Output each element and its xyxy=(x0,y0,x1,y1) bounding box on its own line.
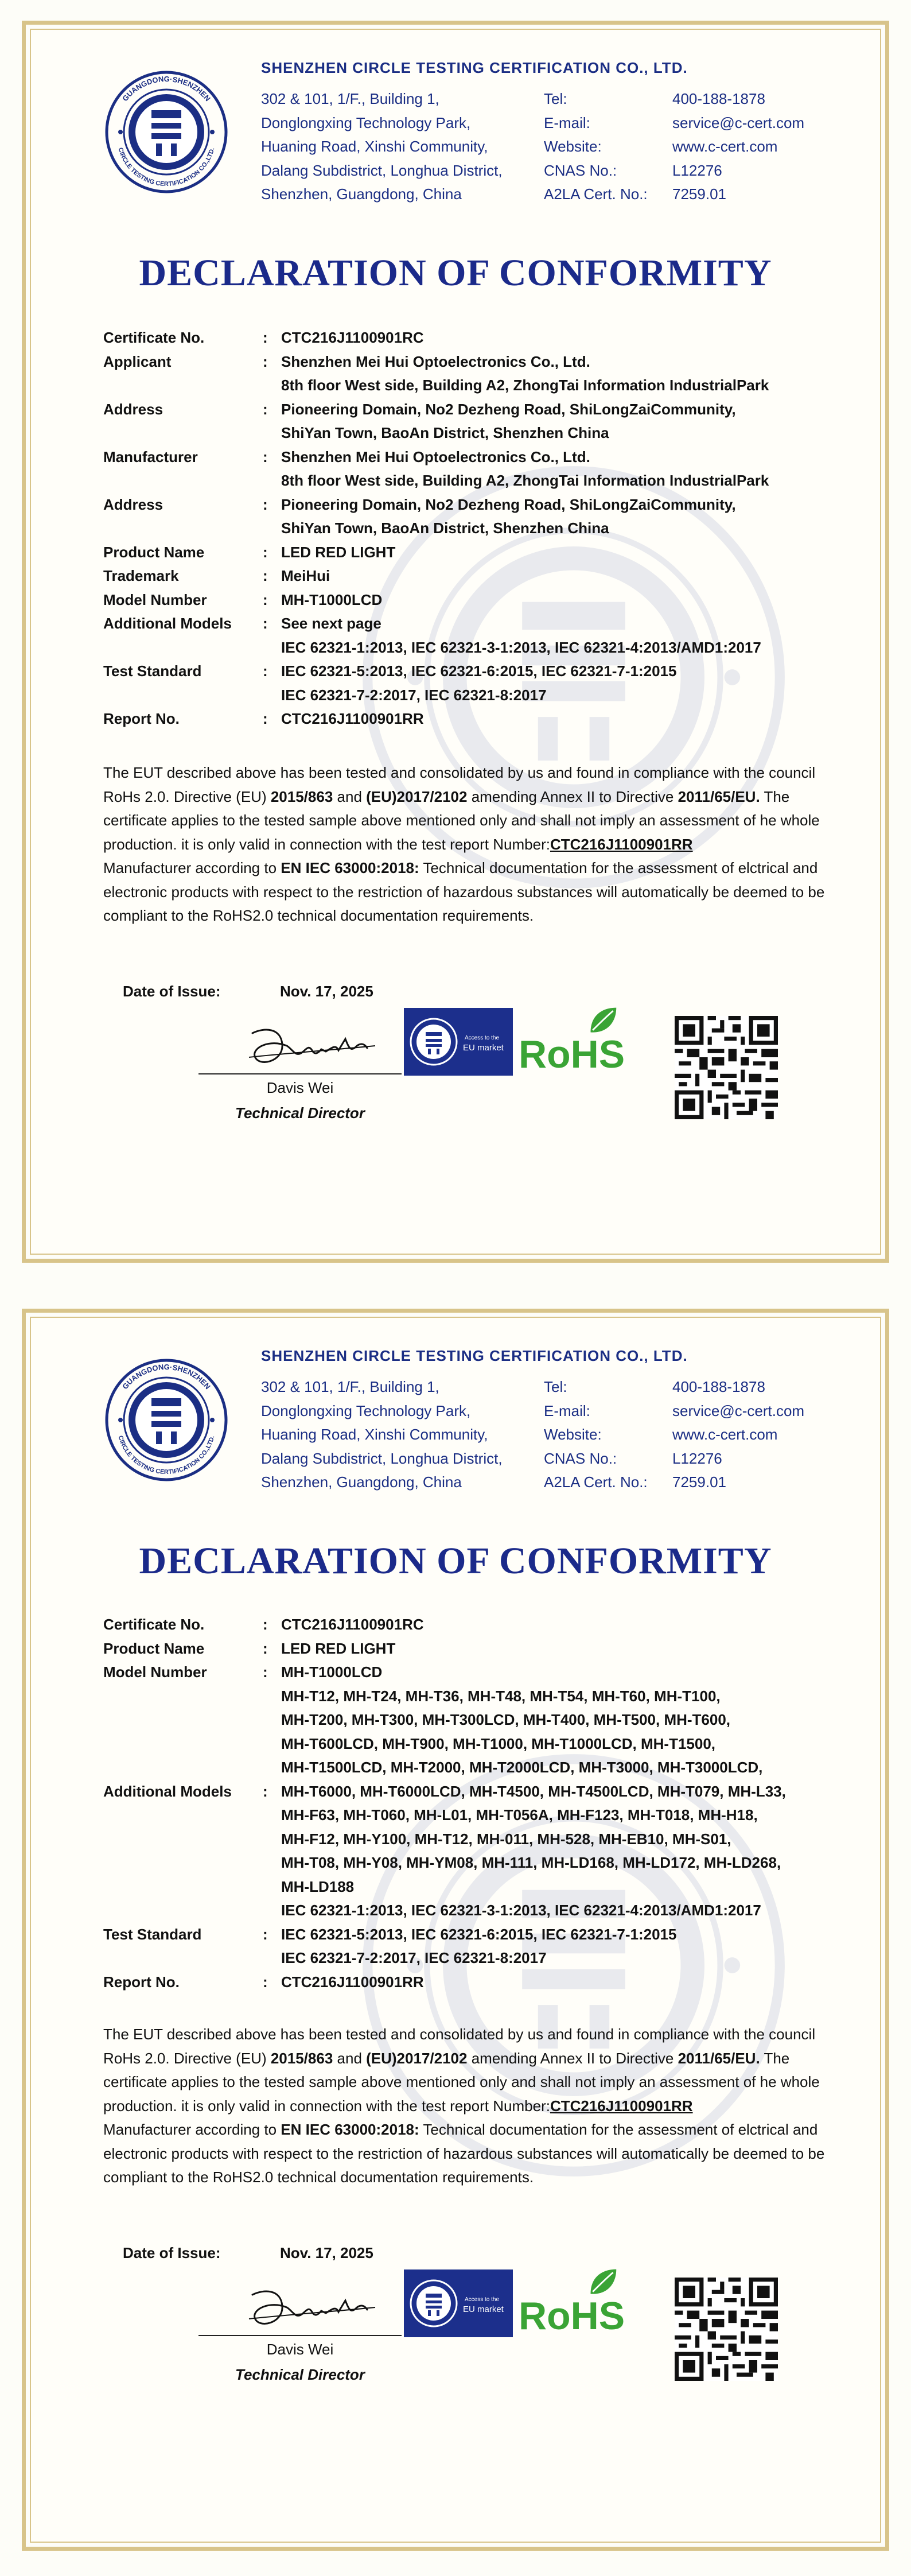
svg-text:Access to the: Access to the xyxy=(465,2296,500,2303)
compliance-statement: The EUT described above has been tested and consolidated by us and found in compliance with the council RoHs 2.0. Directive (EU) 2015/863 and (EU)2017/2102 amending Annex II to Directive 2011/65/EU. The certificate applies to the tested sample above mentioned only and shall not imply an assessment of he whole production. it is only valid in connection with the test report Number:CTC216J1100901RR Manufacturer according to EN IEC 63000:2018: Technical documentation for the assessment of elctrical and electronic products with respect to the restriction of hazardous substances will automatically be deemed to be compliant to the RoHS2.0 technical documentation requirements. xyxy=(103,2026,825,2186)
issue-date: Nov. 17, 2025 xyxy=(280,983,373,1000)
company-seal-logo xyxy=(103,1357,229,1483)
company-seal-logo xyxy=(103,69,229,195)
svg-text:Access to the: Access to the xyxy=(465,1035,500,1041)
field-report-no: Report No. : CTC216J1100901RR xyxy=(103,710,424,727)
website-link[interactable]: www.c-cert.com xyxy=(672,1426,778,1443)
field-certificate-no: Certificate No. : CTC216J1100901RC xyxy=(103,329,424,346)
signature-line xyxy=(198,2335,402,2336)
report-number-link: CTC216J1100901RR xyxy=(550,2097,693,2115)
field-test-standard: Test Standard : IEC 62321-1:2013, IEC 62321-3-1:2013, IEC 62321-4:2013/AMD1:2017 IEC 62321-5:2013, IEC 62321-6:2015, IEC 62321-7-1:2015 IEC 62321-7-2:2017, IEC 62321-8:2017 xyxy=(103,1902,761,1966)
field-applicant: Applicant : Shenzhen Mei Hui Optoelectronics Co., Ltd. 8th floor West side, Building A2, ZhongTai Information IndustrialPark xyxy=(103,352,769,394)
email-link[interactable]: service@c-cert.com xyxy=(672,114,805,131)
signature-line xyxy=(198,1073,402,1074)
field-model-number: Model Number : MH-T1000LCD xyxy=(103,1663,383,1681)
field-additional-models: Additional Models : See next page xyxy=(103,615,381,632)
svg-text:GUANGDONG·SHENZHEN: GUANGDONG·SHENZHEN xyxy=(120,1362,212,1391)
signatory-name: Davis Wei xyxy=(266,2341,334,2358)
field-product-name: Product Name : LED RED LIGHT xyxy=(103,543,396,561)
certificate-page-2 xyxy=(0,1288,911,2576)
svg-text:RoHS: RoHS xyxy=(519,2294,625,2335)
signatory-role: Technical Director xyxy=(235,1104,365,1122)
verification-qr-code[interactable] xyxy=(675,1016,778,1119)
issue-date: Nov. 17, 2025 xyxy=(280,2244,373,2261)
company-address: 302 & 101, 1/F., Building 1, Donglongxing Technology Park, Huaning Road, Xinshi Community, Dalang Subdistrict, Longhua District, Shenzhen, Guangdong, China xyxy=(261,1378,503,1491)
field-trademark: Trademark : MeiHui xyxy=(103,567,330,584)
eu-market-icon xyxy=(404,2269,513,2337)
company-name: SHENZHEN CIRCLE TESTING CERTIFICATION CO., LTD. xyxy=(261,59,688,76)
signature-image xyxy=(247,2283,379,2335)
field-report-no: Report No. : CTC216J1100901RR xyxy=(103,1973,424,1991)
website-link[interactable]: www.c-cert.com xyxy=(672,138,778,155)
eu-market-badge xyxy=(404,1008,513,1076)
email-link[interactable]: service@c-cert.com xyxy=(672,1402,805,1419)
field-manufacturer: Manufacturer : Shenzhen Mei Hui Optoelectronics Co., Ltd. 8th floor West side, Building A2, ZhongTai Information IndustrialPark xyxy=(103,448,769,489)
svg-text:RoHS: RoHS xyxy=(519,1033,625,1073)
svg-text:GUANGDONG·SHENZHEN: GUANGDONG·SHENZHEN xyxy=(120,74,212,103)
issue-date-label: Date of Issue: xyxy=(123,2244,221,2261)
compliance-statement: The EUT described above has been tested and consolidated by us and found in compliance with the council RoHs 2.0. Directive (EU) 2015/863 and (EU)2017/2102 amending Annex II to Directive 2011/65/EU. The certificate applies to the tested sample above mentioned only and shall not imply an assessment of he whole production. it is only valid in connection with the test report Number:CTC216J1100901RR Manufacturer according to EN IEC 63000:2018: Technical documentation for the assessment of elctrical and electronic products with respect to the restriction of hazardous substances will automatically be deemed to be compliant to the RoHS2.0 technical documentation requirements. xyxy=(103,764,825,924)
field-product-name: Product Name : LED RED LIGHT xyxy=(103,1639,396,1657)
signature-image xyxy=(247,1022,379,1073)
company-address: 302 & 101, 1/F., Building 1, Donglongxing Technology Park, Huaning Road, Xinshi Community, Dalang Subdistrict, Longhua District, Shenzhen, Guangdong, China xyxy=(261,90,503,203)
eu-market-icon xyxy=(404,1008,513,1076)
contact-labels: Tel: E-mail: Website: CNAS No.: A2LA Cert. No.: xyxy=(544,1378,648,1491)
field-additional-models: Additional Models : MH-T12, MH-T24, MH-T36, MH-T48, MH-T54, MH-T60, MH-T100, MH-T200, MH-T300, MH-T300LCD, MH-T400, MH-T500, MH-T600, MH-T600LCD, MH-T900, MH-T1000, MH-T1000LCD, MH-T1500, MH-T1500LCD, MH-T2000, MH-T2000LCD, MH-T3000, MH-T3000LCD, MH-T6000, MH-T6000LCD, MH-T4500, MH-T4500LCD, MH-T079, MH-L33, MH-F63, MH-T060, MH-L01, MH-T056A, MH-F123, MH-T018, MH-H18, MH-F12, MH-Y100, MH-T12, MH-011, MH-528, MH-EB10, MH-S01, MH-T08, MH-Y08, MH-YM08, MH-111, MH-LD168, MH-LD172, MH-LD268, MH-LD188 xyxy=(103,1687,786,1895)
field-test-standard: Test Standard : IEC 62321-1:2013, IEC 62321-3-1:2013, IEC 62321-4:2013/AMD1:2017 IEC 62321-5:2013, IEC 62321-6:2015, IEC 62321-7-1:2015 IEC 62321-7-2:2017, IEC 62321-8:2017 xyxy=(103,638,761,704)
contact-values: 400-188-1878 service@c-cert.com www.c-cert.com L12276 7259.01 xyxy=(672,90,805,203)
field-manufacturer-address: Address : Pioneering Domain, No2 Dezheng Road, ShiLongZaiCommunity, ShiYan Town, BaoAn District, Shenzhen China xyxy=(103,495,736,537)
contact-labels: Tel: E-mail: Website: CNAS No.: A2LA Cert. No.: xyxy=(544,90,648,203)
rohs-logo xyxy=(517,1004,626,1073)
field-certificate-no: Certificate No. : CTC216J1100901RC xyxy=(103,1616,424,1633)
svg-text:EU market: EU market xyxy=(463,1043,504,1053)
signatory-name: Davis Wei xyxy=(266,1079,334,1096)
field-model-number: Model Number : MH-T1000LCD xyxy=(103,591,383,608)
signatory-role: Technical Director xyxy=(235,2366,365,2383)
document-title: DECLARATION OF CONFORMITY xyxy=(139,1540,772,1582)
report-number-link: CTC216J1100901RR xyxy=(550,835,693,853)
rohs-logo xyxy=(517,2266,626,2335)
field-applicant-address: Address : Pioneering Domain, No2 Dezheng Road, ShiLongZaiCommunity, ShiYan Town, BaoAn District, Shenzhen China xyxy=(103,400,736,441)
verification-qr-code[interactable] xyxy=(675,2278,778,2381)
issue-date-label: Date of Issue: xyxy=(123,983,221,1000)
certificate-fields xyxy=(103,1613,786,1994)
eu-market-badge xyxy=(404,2269,513,2337)
svg-text:CIRCLE TESTING CERTIFICATION C: CIRCLE TESTING CERTIFICATION CO.,LTD. xyxy=(116,1434,216,1476)
svg-text:CIRCLE TESTING CERTIFICATION C: CIRCLE TESTING CERTIFICATION CO.,LTD. xyxy=(116,146,216,188)
svg-text:EU market: EU market xyxy=(463,2305,504,2314)
contact-values: 400-188-1878 service@c-cert.com www.c-cert.com L12276 7259.01 xyxy=(672,1378,805,1491)
certificate-fields xyxy=(103,326,769,731)
company-name: SHENZHEN CIRCLE TESTING CERTIFICATION CO., LTD. xyxy=(261,1347,688,1364)
document-title: DECLARATION OF CONFORMITY xyxy=(139,252,772,294)
